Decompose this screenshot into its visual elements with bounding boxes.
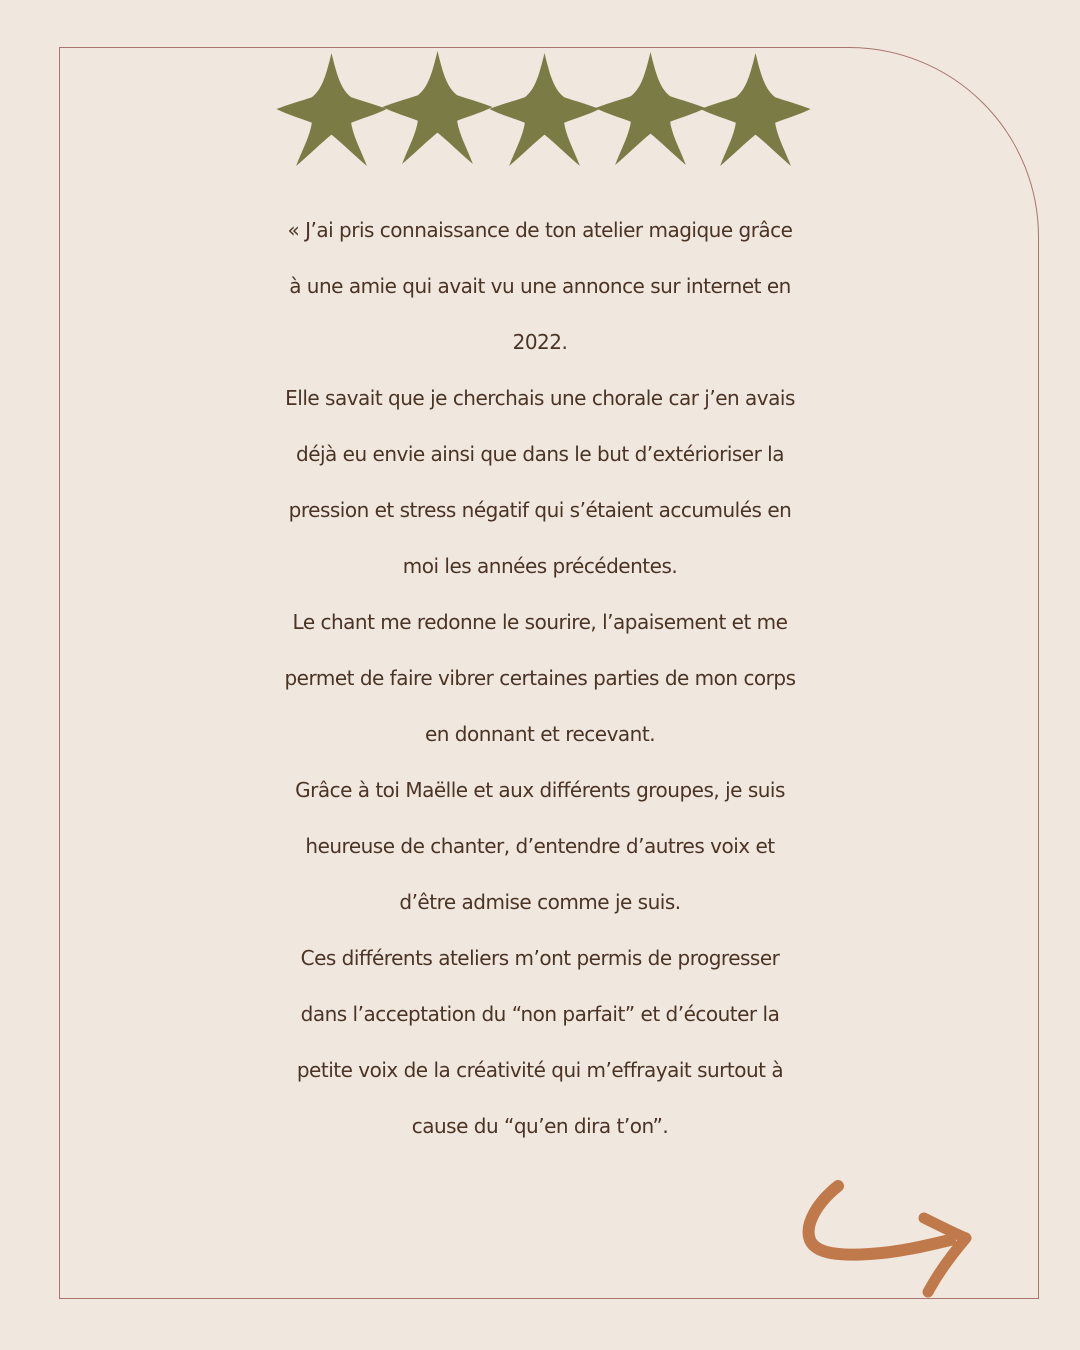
star-icon [698, 50, 813, 168]
testimonial-line: Grâce à toi Maëlle et aux différents groupes, je suis [295, 778, 785, 802]
curved-arrow-right-icon[interactable] [800, 1180, 975, 1300]
star-icon [487, 50, 602, 168]
testimonial-line: 2022. [512, 330, 568, 354]
testimonial-line: heureuse de chanter, d’entendre d’autres voix et [305, 834, 775, 858]
testimonial-line: « J’ai pris connaissance de ton atelier magique grâce [287, 218, 793, 242]
testimonial-line: à une amie qui avait vu une annonce sur internet en [289, 274, 791, 298]
testimonial-line: déjà eu envie ainsi que dans le but d’extérioriser la [296, 442, 784, 466]
testimonial-text [60, 202, 1020, 1154]
testimonial-line: permet de faire vibrer certaines parties de mon corps [284, 666, 796, 690]
testimonial-line: moi les années précédentes. [402, 554, 678, 578]
star-icon [380, 48, 495, 166]
rating-stars [0, 50, 1080, 170]
testimonial-line: Elle savait que je cherchais une chorale car j’en avais [285, 386, 795, 410]
testimonial-line: Le chant me redonne le sourire, l’apaisement et me [292, 610, 788, 634]
testimonial-line: petite voix de la créativité qui m’effrayait surtout à [296, 1058, 784, 1082]
testimonial-line: d’être admise comme je suis. [399, 890, 681, 914]
testimonial-line: pression et stress négatif qui s’étaient accumulés en [288, 498, 792, 522]
star-icon [593, 49, 708, 167]
testimonial-line: en donnant et recevant. [424, 722, 656, 746]
testimonial-line: dans l’acceptation du “non parfait” et d’écouter la [300, 1002, 780, 1026]
testimonial-line: Ces différents ateliers m’ont permis de progresser [300, 946, 780, 970]
star-icon [274, 50, 389, 168]
testimonial-line: cause du “qu’en dira t’on”. [411, 1114, 669, 1138]
